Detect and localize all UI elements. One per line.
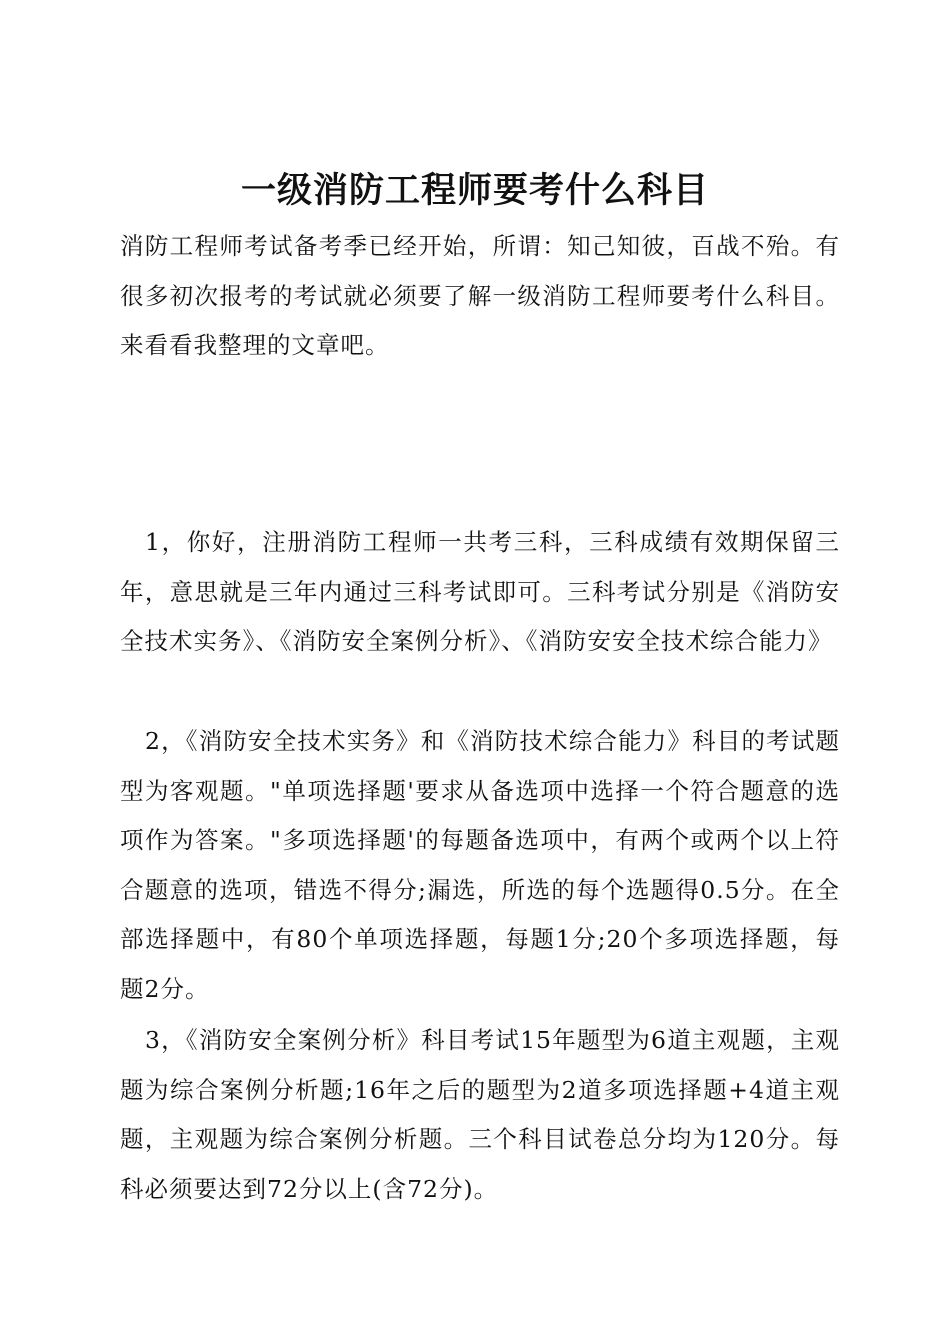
body-paragraph-3: 3，《消防安全案例分析》科目考试15年题型为6道主观题，主观题为综合案例分析题;16年之后的题型为2道多项选择题+4道主观题，主观题为综合案例分析题。三个科目试卷总分均为120分。每科必须要达到72分以上(含72分)。: [120, 1026, 840, 1203]
body-paragraph-2: 2，《消防安全技术实务》和《消防技术综合能力》科目的考试题型为客观题。"单项选择题'要求从备选项中选择一个符合题意的选项作为答案。"多项选择题'的每题备选项中，有两个或两个以上符合题意的选项，错选不得分;漏选，所选的每个选题得0.5分。在全部选择题中，有80个单项选择题，每题1分;20个多项选择题，每题2分。: [120, 727, 840, 1003]
intro-paragraph: 消防工程师考试备考季已经开始，所谓：知己知彼，百战不殆。有很多初次报考的考试就必须要了解一级消防工程师要考什么科目。来看看我整理的文章吧。: [120, 232, 840, 359]
body-paragraph-1: 1，你好，注册消防工程师一共考三科，三科成绩有效期保留三年，意思就是三年内通过三科考试即可。三科考试分别是《消防安全技术实务》、《消防安全案例分析》、《消防安安全技术综合能力》: [120, 528, 840, 655]
document-title: 一级消防工程师要考什么科目: [240, 171, 709, 212]
